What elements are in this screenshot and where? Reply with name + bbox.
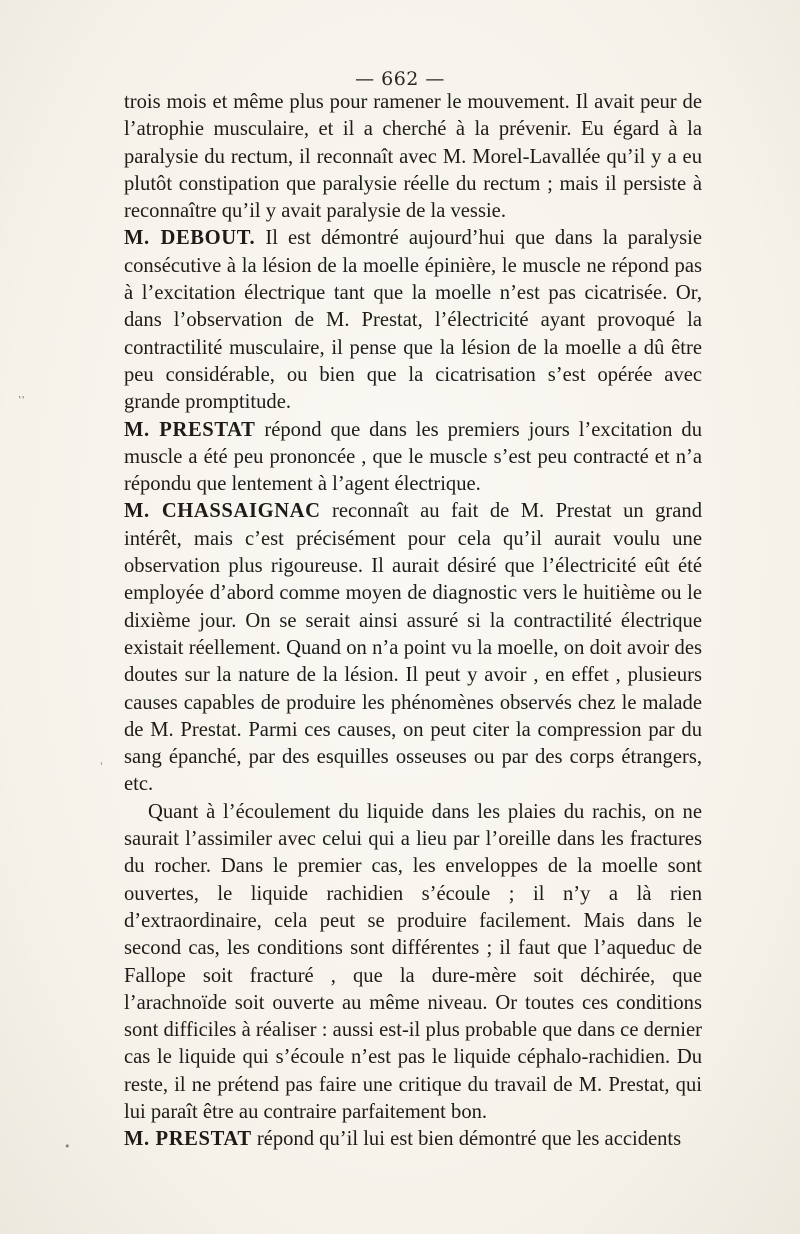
speaker-name: M. PRESTAT	[124, 418, 256, 441]
paragraph	[124, 799, 702, 1127]
paragraph	[124, 498, 702, 798]
margin-speck: ‛‛	[18, 394, 25, 407]
paragraph-text: répond qu’il lui est bien démontré que les accidents	[256, 1128, 682, 1151]
paragraph	[124, 1126, 702, 1153]
paragraph-text: Il est démontré aujourd’hui que dans la paralysie consécutive à la lésion de la moelle épinière, le muscle ne répond pas à l’excitation électrique tant que la moelle n’est pas cicatrisée. Or, dans l’observation de M. Prestat, l’électricité ayant provoqué la contractilité musculaire, il pense que la lésion de la moelle a dû être peu considérable, ou bien que la cicatrisation s’est opérée avec grande promptitude.	[124, 227, 702, 414]
speaker-name: M. CHASSAIGNAC	[124, 500, 321, 523]
paragraph-text: Quant à l’écoulement du liquide dans les plaies du rachis, on ne saurait l’assimiler avec celui qui a lieu par l’oreille dans les fractures du rocher. Dans le premier cas, les enveloppes de la moelle sont ouvertes, le liquide rachidien s’écoule ; il n’y a là rien d’extraordinaire, cela peut se produire facilement. Mais dans le second cas, les conditions sont différentes ; il faut que l’aqueduc de Fallope soit fracturé , que la dure-mère soit déchirée, que l’arachnoïde soit ouverte au même niveau. Or toutes ces conditions sont difficiles à réaliser : aussi est-il plus probable que dans ce dernier cas le liquide qui s’écoule n’est pas le liquide céphalo-rachidien. Du reste, il ne prétend pas faire une critique du travail de M. Prestat, qui lui paraît être au contraire parfaitement bon.	[124, 800, 702, 1123]
paragraph-text: trois mois et même plus pour ramener le mouvement. Il avait peur de l’atrophie musculaire, et il a cherché à la prévenir. Eu égard à la paralysie du rectum, il reconnaît avec M. Morel-Lavallée qu’il y a eu plutôt constipation que paralysie réelle du rectum ; mais il persiste à reconnaître qu’il y avait paralysie de la vessie.	[124, 91, 702, 223]
page-number: — 662 —	[355, 68, 445, 90]
paragraph	[124, 89, 702, 225]
margin-speck: •	[64, 1140, 71, 1153]
speaker-name: M. PRESTAT	[124, 1128, 252, 1151]
margin-speck: ˈ	[100, 760, 104, 773]
paragraph	[124, 417, 702, 499]
paragraph-text: reconnaît au fait de M. Prestat un grand intérêt, mais c’est précisément pour cela qu’il aurait voulu une observation plus rigoureuse. Il aurait désiré que l’électricité eût été employée d’abord comme moyen de diagnostic vers le huitième ou le dixième jour. On se serait ainsi assuré si la contractilité électrique existait réellement. Quand on n’a point vu la moelle, on doit avoir des doutes sur la nature de la lésion. Il peut y avoir , en effet , plusieurs causes capables de produire les phénomènes observés chez le malade de M. Prestat. Parmi ces causes, on peut citer la compression par du sang épanché, par des esquilles osseuses ou par des corps étrangers, etc.	[124, 500, 702, 796]
speaker-name: M. DEBOUT.	[124, 227, 256, 250]
paragraph-text: répond que dans les premiers jours l’excitation du muscle a été peu prononcée , que le muscle s’est peu contracté et n’a répondu que lentement à l’agent électrique.	[124, 418, 702, 496]
paragraph	[124, 225, 702, 416]
body-text	[124, 89, 702, 1154]
